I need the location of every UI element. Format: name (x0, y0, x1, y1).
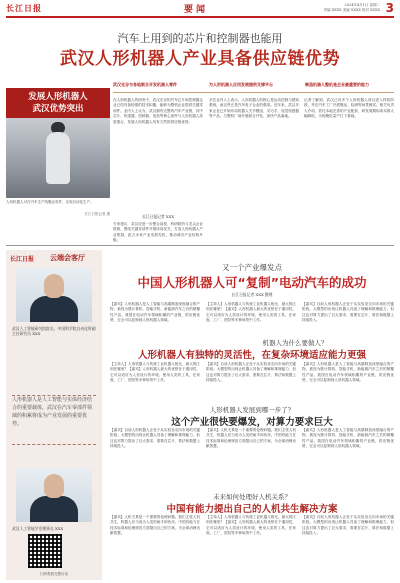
subhead-answer: 中国有能力提出自己的人机共生解决方案 (166, 504, 338, 515)
subhead-answer: 这个产业很快要爆发，对算力要求巨大 (171, 417, 333, 428)
section-divider (6, 245, 394, 246)
robot-body (46, 132, 70, 184)
second-story-column: 【嘉宾】目前人形机器人正处于从实验室走向市场的关键阶段。大模型的出现让机器人具备了理解和推理能力，但这也对算力提出了巨大需求，需要在芯片、算法和数据上持续投入。 (302, 515, 394, 536)
guest-portrait (16, 468, 92, 522)
portrait-head (44, 474, 64, 498)
red-box-line-2: 武汉优势突出 (32, 104, 84, 114)
section-title: 要闻 (184, 5, 209, 15)
subhead-block (196, 338, 394, 347)
top-story-column: 专家建议，武汉应进一步整合高校、科研院所与龙头企业资源，围绕关键零部件开展协同攻关，打造人形机器人产业集群，抢占未来产业发展先机，推动城市产业结构升级。 (113, 222, 203, 243)
second-story-column: 【主持人】人形机器人与传统工业机器人相比，最大的区别在哪里？【嘉宾】人形机器人最大的优势在于通用性，它可以适应为人类设计的环境，使用人类的工具，在家庭、工厂、医院等多种场景中工作。 (110, 362, 200, 383)
qr-code[interactable] (28, 534, 62, 568)
editor-line: 责编 XXXX 美编 XXXX 校对 XXXX (323, 7, 380, 12)
photo-credit: 长江日报记者 摄 (84, 212, 110, 216)
robot-photo (6, 118, 110, 198)
top-story-banner (113, 82, 394, 96)
second-story-headline: 中国人形机器人可“复制”电动汽车的成功 (137, 275, 367, 290)
top-story-column: 在人形机器人的研发中，武汉光谷的汽车芯片和控制器企业已经具备较强的技术积累，能够为整机企业提供关键零部件。业内人士认为，武汉拥有完整的汽车产业链，其中芯片、传感器、控制器、电机等核心部件与人形机器人高度重合，发展人形机器人具有天然的供应链优势。 (113, 98, 203, 124)
portrait-suit (30, 496, 78, 522)
second-story-column: 【主持人】人形机器人与传统工业机器人相比，最大的区别在哪里？【嘉宾】人形机器人最大的优势在于通用性，它可以适应为人类设计的环境，使用人类的工具，在家庭、工厂、医院等多种场景中工作。 (206, 515, 296, 536)
guest-portrait (16, 268, 92, 322)
second-story-byline: 长江日报记者 XXX 整理 (231, 292, 273, 297)
guest-caption: 武汉人工智能学会理事长 XXX (12, 526, 64, 531)
header-rule (6, 16, 394, 18)
newspaper-logo: 长江日报 (6, 3, 42, 13)
second-story-column: 【嘉宾】人机关系是一个重要的伦理问题。我们主张人机共生，机器人应当成为人类的助手和伙伴。中国有能力在技术标准和伦理规范方面提出自己的方案，为全球治理贡献智慧。 (110, 515, 200, 536)
rail-logo: 长江日报 (10, 256, 35, 263)
banner-item: 制造机器人整机是企业最重要的能力 (305, 82, 369, 87)
portrait-suit (30, 296, 78, 322)
subhead-question: 未来如何处理好人机关系？ (213, 493, 291, 501)
top-story-column: 记者了解到，武汉已有多个人形机器人项目进入样机阶段，并在汽车工厂开展搬运、检测等场景测试。相关负责人介绍，依托本地完善的产业配套，研发周期和成本都大幅降低，为规模化量产打下基础。 (304, 98, 394, 119)
second-story-column: 【主持人】人形机器人与传统工业机器人相比，最大的区别在哪里？【嘉宾】人形机器人最大的优势在于通用性，它可以适应为人类设计的环境，使用人类的工具，在家庭、工厂、医院等多种场景中工作。 (206, 302, 296, 323)
guest-caption: 武汉人工智能研究院院长、中国科学院自动化所副主任研究员 XXX (12, 326, 96, 337)
second-story-column: 【嘉宾】人形机器人是人工智能与高端制造深度融合的产物，被视为继计算机、智能手机、新能源汽车之后的颠覆性产品。我国在电动汽车领域积累的产业链、供应链优势，完全可以复制到人形机器人领域。 (110, 302, 200, 323)
subhead-question: 人形机器人发展到哪一步了？ (209, 406, 295, 414)
second-story-kicker: 又一个产业爆发点 (222, 263, 282, 272)
subhead-block (110, 492, 394, 515)
top-story-byline: 长江日报记者 XXX (141, 214, 175, 219)
banner-rule (113, 92, 394, 93)
banner-item: 武汉光谷与各地联合开发机器人零件 (113, 82, 177, 87)
top-story-red-box (6, 88, 110, 118)
date-line: 2024年4月1日 星期二 (344, 3, 380, 7)
subhead-block (110, 347, 394, 361)
second-story-column: 【嘉宾】目前人形机器人正处于从实验室走向市场的关键阶段。大模型的出现让机器人具备了理解和推理能力，但这也对算力提出了巨大需求，需要在芯片、算法和数据上持续投入。 (302, 302, 394, 323)
qr-caption: 扫码观看完整访谈 (40, 572, 68, 576)
second-story-column: 【嘉宾】人机关系是一个重要的伦理问题。我们主张人机共生，机器人应当成为人类的助手和伙伴。中国有能力在技术标准和伦理规范方面提出自己的方案，为全球治理贡献智慧。 (206, 428, 296, 449)
masthead-meta (324, 3, 380, 12)
banner-item: 为人形机器人应用发展提供支撑平台 (209, 82, 273, 87)
second-story-column: 【嘉宾】人形机器人是人工智能与高端制造深度融合的产物，被视为继计算机、智能手机、新能源汽车之后的颠覆性产品。我国在电动汽车领域积累的产业链、供应链优势，完全可以复制到人形机器人领域。 (302, 428, 394, 449)
portrait-head (44, 274, 64, 298)
top-story-headline: 武汉人形机器人产业具备供应链优势 (60, 49, 340, 69)
top-story-column: 多位业内人士表示，人形机器人的核心是运动控制与感知系统，而这些正是汽车电子企业的强项。近年来，武汉多家企业已开始布局机器人关节模组、灵巧手、视觉传感器等产品，与整机厂商开展联合开发，加快产品落地。 (209, 98, 299, 119)
second-story-column: 【嘉宾】目前人形机器人正处于从实验室走向市场的关键阶段。大模型的出现让机器人具备了理解和推理能力，但这也对算力提出了巨大需求，需要在芯片、算法和数据上持续投入。 (206, 362, 296, 383)
page-number: 3 (385, 1, 394, 15)
subhead-block (110, 405, 394, 428)
interview-rail (6, 250, 102, 580)
masthead (6, 3, 394, 15)
subhead-question: 机器人为什么要做人？ (262, 339, 328, 347)
second-story-column: 【嘉宾】人形机器人是人工智能与高端制造深度融合的产物，被视为继计算机、智能手机、新能源汽车之后的颠覆性产品。我国在电动汽车领域积累的产业链、供应链优势，完全可以复制到人形机器人领域。 (302, 362, 394, 383)
subhead-answer: 人形机器人有独特的灵活性，在复杂环境适应能力更强 (137, 350, 366, 361)
photo-caption: 人形机器人可在汽车生产线搬运零件，实现自动化生产。 (6, 200, 94, 204)
second-story-column: 【嘉宾】目前人形机器人正处于从实验室走向市场的关键阶段。大模型的出现让机器人具备了理解和推理能力，但这也对算力提出了巨大需求，需要在芯片、算法和数据上持续投入。 (110, 428, 200, 449)
top-story-kicker: 汽车上用到的芯片和控制器也能用 (117, 32, 283, 45)
rail-title: 云端会客厅 (50, 254, 85, 262)
guest-quote: 人形机器人是人工智能与实体经济结合的重要载体，武汉在汽车零部件领域的积累将成为产业发展的重要优势。 (12, 395, 96, 445)
red-box-line-1: 发展人形机器人 (28, 92, 88, 102)
